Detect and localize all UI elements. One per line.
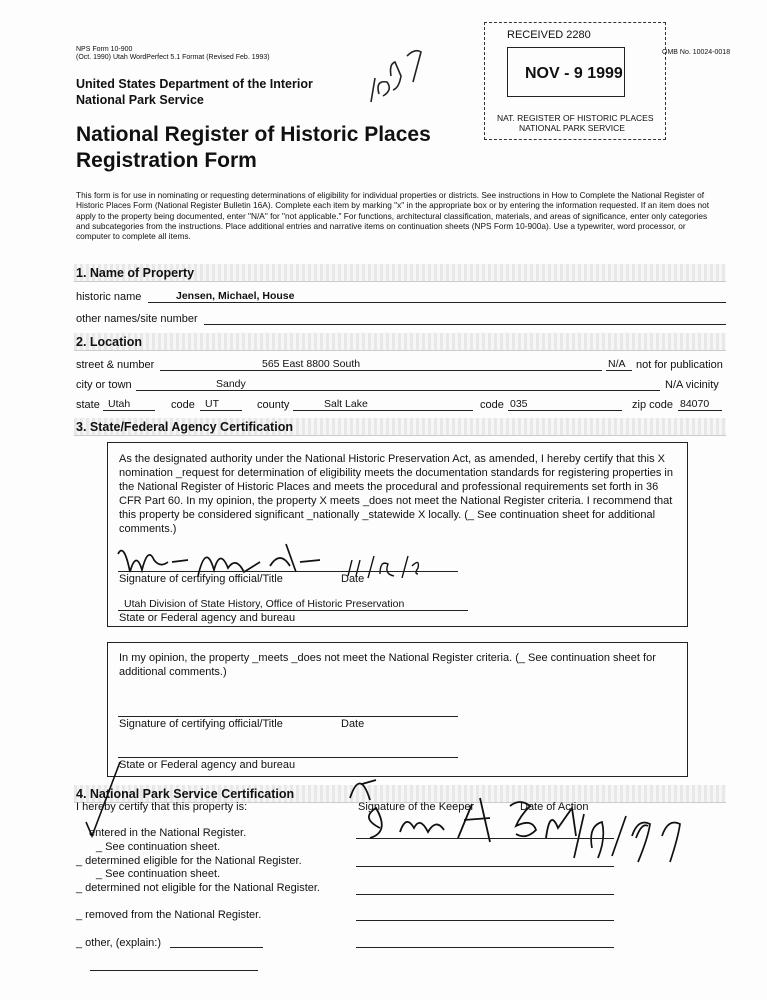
page-subtitle: Registration Form <box>76 149 257 172</box>
vicinity-label: N/A vicinity <box>665 379 719 391</box>
other-explain-line-1[interactable] <box>170 947 263 948</box>
keeper-signature-label: Signature of the Keeper <box>358 801 475 813</box>
certifying-signature-line <box>118 571 458 572</box>
stamp-received: RECEIVED 2280 <box>507 29 591 41</box>
status-entered[interactable]: entered in the National Register. <box>89 827 247 839</box>
other-explain-line-2[interactable] <box>90 970 258 971</box>
zip-label: zip code <box>632 399 673 411</box>
street-field[interactable]: 565 East 8800 South <box>262 358 361 370</box>
other-names-label: other names/site number <box>76 313 198 325</box>
status-other[interactable]: _ other, (explain:) <box>76 937 161 949</box>
stamp-line1: NAT. REGISTER OF HISTORIC PLACES <box>497 113 654 123</box>
certifying-signature-label: Signature of certifying official/Title <box>119 573 283 585</box>
removed-signature-line <box>356 920 614 921</box>
service-name: National Park Service <box>76 93 204 107</box>
continuation-sheet-1[interactable]: _ See continuation sheet. <box>96 841 221 853</box>
nps-certify-statement: I hereby certify that this property is: <box>76 801 248 813</box>
keeper-signature <box>340 758 590 848</box>
other-names-field[interactable] <box>204 324 726 325</box>
commenting-signature-label: Signature of certifying official/Title <box>119 718 283 730</box>
commenting-signature-line <box>118 716 458 717</box>
certification-text: As the designated authority under the National Historic Preservation Act, as amended, I hereby certify that this X nomination _request for determination of eligibility meets the documentation standards for registering properties in the National Register of Historic Places and meets the procedural and professional requirements set forth in 36 CFR Part 60. In my opinion, the property X meets _does not meet the National Register criteria. I recommend that this property be considered significant _nationally _statewide X locally. (_ See continuation sheet for additional comments.) <box>119 453 673 535</box>
date-of-action-label: Date of Action <box>520 801 589 813</box>
page-title: National Register of Historic Places <box>76 123 431 146</box>
certifying-agency-field[interactable]: Utah Division of State History, Office of Historic Preservation <box>124 598 405 610</box>
county-line <box>293 410 473 411</box>
commenting-agency-label: State or Federal agency and bureau <box>119 759 296 771</box>
state-label: state <box>76 399 100 411</box>
certifying-agency-line <box>118 610 468 611</box>
intro-text: This form is for use in nominating or requesting determinations of eligibility for individual properties or districts. See instructions in How to Complete the National Register of Historic Places Form (National Register Bulletin 16A). Complete each item by marking "x" in the appropriate box or by entering the information requested. If an item does not apply to the property being documented, enter "N/A" for "not applicable." For functions, architectural classification, materials, and areas of significance, enter only categories and subcategories from the instructions. Place additional entries and narrative items on continuation sheets (NPS Form 10-900a). Use a typewriter, word processor, or computer to complete all items. <box>76 190 710 242</box>
county-code-label: code <box>480 399 504 411</box>
commenting-date-label: Date <box>341 718 365 730</box>
historic-name-field[interactable]: Jensen, Michael, House <box>176 290 295 302</box>
keeper-signature-line <box>356 838 614 839</box>
certifying-date-label: Date <box>341 573 365 585</box>
city-field[interactable]: Sandy <box>216 378 246 390</box>
historic-name-label: historic name <box>76 291 142 303</box>
received-stamp <box>484 22 666 140</box>
zip-field[interactable]: 84070 <box>680 398 710 410</box>
section-3-heading: 3. State/Federal Agency Certification <box>76 420 293 434</box>
eligible-signature-line <box>356 866 614 867</box>
status-not-eligible[interactable]: _ determined not eligible for the National Register. <box>76 882 320 894</box>
section-1-heading: 1. Name of Property <box>76 266 195 280</box>
not-pub-label: not for publication <box>636 359 723 371</box>
state-code-label: code <box>171 399 195 411</box>
city-label: city or town <box>76 379 132 391</box>
omb-number: OMB No. 10024-0018 <box>662 49 731 56</box>
section-4-heading: 4. National Park Service Certification <box>76 787 295 801</box>
continuation-sheet-2[interactable]: _ See continuation sheet. <box>96 868 221 880</box>
street-label: street & number <box>76 359 155 371</box>
handwritten-reference-number <box>365 42 435 104</box>
city-line <box>136 390 660 391</box>
county-label: county <box>257 399 290 411</box>
state-code-field[interactable]: UT <box>205 398 219 410</box>
section-2-header <box>74 333 726 351</box>
section-1-header <box>74 264 726 282</box>
status-removed[interactable]: _ removed from the National Register. <box>76 909 262 921</box>
stamp-line2: NATIONAL PARK SERVICE <box>519 123 625 133</box>
not-pub-value[interactable]: N/A <box>608 358 626 370</box>
not-eligible-signature-line <box>356 894 614 895</box>
form-number: NPS Form 10-900 <box>76 46 133 53</box>
other-signature-line <box>356 947 614 948</box>
certifying-agency-label: State or Federal agency and bureau <box>119 612 296 624</box>
opinion-text: In my opinion, the property _meets _does not meet the National Register criteria. (_ See continuation sheet for additional comments.) <box>119 652 656 678</box>
section-2-heading: 2. Location <box>76 335 142 349</box>
status-eligible[interactable]: _ determined eligible for the National Register. <box>76 855 302 867</box>
stamp-date: NOV - 9 1999 <box>525 65 623 82</box>
street-line <box>160 370 602 371</box>
county-code-field[interactable]: 035 <box>510 398 528 410</box>
state-field[interactable]: Utah <box>108 398 131 410</box>
county-field[interactable]: Salt Lake <box>324 398 368 410</box>
department-name: United States Department of the Interior <box>76 77 313 91</box>
form-revision: (Oct. 1990) Utah WordPerfect 5.1 Format (Revised Feb. 1993) <box>76 54 270 61</box>
section-3-header <box>74 418 726 436</box>
